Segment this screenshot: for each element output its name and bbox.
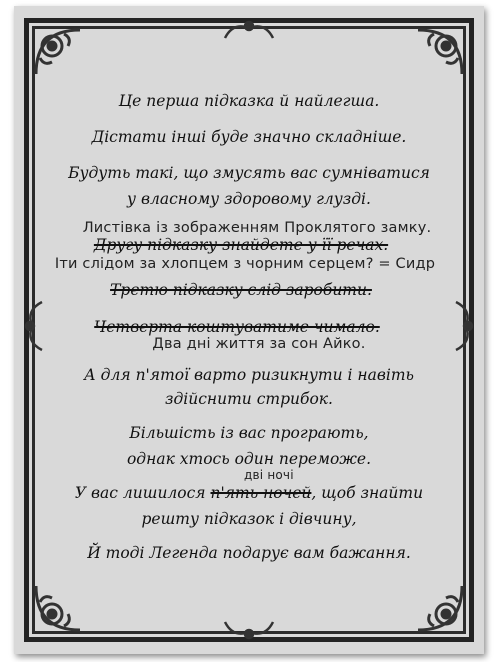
line-third-hint-struck: Третю підказку слід заробити. [110,281,372,299]
line-nights-left: У вас лишилося п'ять ночей, щоб знайти [74,484,424,502]
line-one-wins: однак хтось один переможе. [126,450,372,468]
line-doubt-1: Будуть такі, що змусять вас сумніватися [68,164,430,182]
line-second-hint-struck: Другу підказку знайдете у її речах. [93,236,389,254]
line-others-harder: Дістати інші буде значно складніше. [91,128,407,146]
handwritten-two-days-note: Два дні життя за сон Айко. [152,336,366,352]
riddle-card [14,6,484,654]
handwritten-two-nights-note: дві ночі [244,468,294,482]
line-fifth-hint-1: А для п'ятої варто ризикнути і навіть [84,366,414,384]
line-doubt-2: у власному здоровому глузді. [127,190,371,208]
riddle-text [14,6,484,654]
line-most-lose: Більшість із вас програють, [129,424,369,442]
handwritten-black-heart-note: Іти слідом за хлопцем з чорним серцем? = Сидр [54,256,436,272]
line-rest-of-hints: решту підказок і дівчину, [141,510,357,528]
line-legend-wish: Й тоді Легенда подарує вам бажання. [87,544,411,562]
line-fourth-hint-struck: Четверта коштуватиме чимало. [94,318,380,336]
struck-five-nights: п'ять ночей [210,484,312,502]
line-fifth-hint-2: здійснити стрибок. [165,390,333,408]
handwritten-postcard-note: Листівка із зображенням Проклятого замку. [82,220,432,236]
line-first-hint: Це перша підказка й найлегша. [118,92,380,110]
